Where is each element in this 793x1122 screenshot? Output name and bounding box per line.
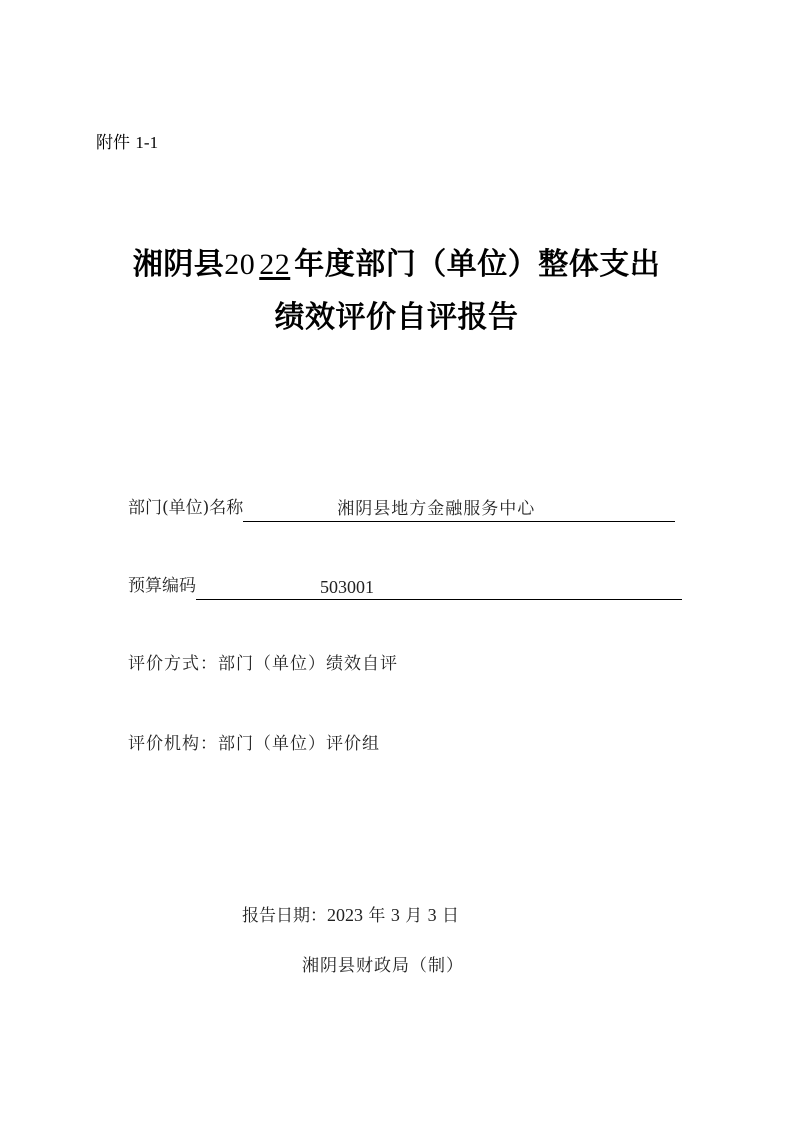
- attachment-number: 1-1: [135, 133, 159, 152]
- dept-name-label: 部门(单位)名称: [128, 498, 244, 518]
- eval-method: 评价方式：部门（单位）绩效自评: [128, 654, 398, 674]
- attachment-label: [96, 132, 158, 154]
- attachment-prefix: 附件: [96, 133, 130, 153]
- title-year-suffix: 22: [259, 248, 291, 281]
- report-date-year-unit: 年: [363, 906, 391, 926]
- report-date-month-unit: 月: [399, 906, 428, 926]
- report-date-day: 3: [427, 905, 437, 925]
- report-title-line2: 绩效评价自评报告: [274, 300, 519, 335]
- budget-code-label: 预算编码: [128, 576, 196, 596]
- budget-code-line: [196, 575, 682, 600]
- report-title-line1: [0, 245, 793, 285]
- report-date-month: 3: [390, 905, 400, 925]
- title-rest: 年度部门（单位）整体支出: [294, 247, 661, 282]
- report-date: [242, 902, 459, 929]
- report-date-label: 报告日期：: [242, 906, 327, 926]
- report-date-day-unit: 日: [436, 906, 460, 926]
- dept-name-field: [128, 494, 675, 522]
- dept-name-line: [243, 497, 675, 522]
- budget-code-field: [128, 572, 682, 600]
- title-year-prefix: 20: [224, 248, 256, 281]
- report-date-year: 2023: [327, 905, 363, 925]
- issuer: 湘阴县财政局（制）: [302, 956, 464, 976]
- eval-org: 评价机构：部门（单位）评价组: [128, 734, 380, 754]
- title-county: 湘阴县: [132, 247, 225, 282]
- dept-name-value: 湘阴县地方金融服务中心: [337, 499, 536, 519]
- budget-code-value: 503001: [320, 577, 374, 597]
